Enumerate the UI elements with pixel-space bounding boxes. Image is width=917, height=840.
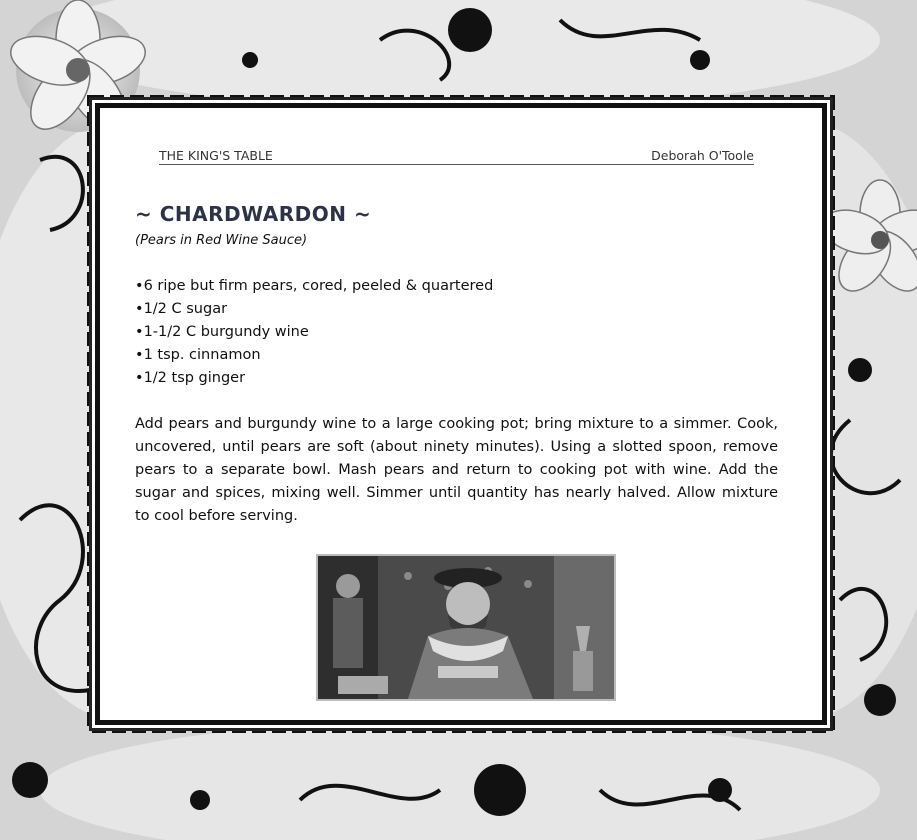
author-name: Deborah O'Toole bbox=[651, 148, 754, 163]
recipe-title: ~ CHARDWARDON ~ bbox=[135, 202, 372, 226]
recipe-instructions: Add pears and burgundy wine to a large cooking pot; bring mixture to a simmer. Cook, uncovered, until pears are soft (about ninety minutes). Using a slotted spoon, remove pears to a separate bowl. Mash pears and return to cooking pot with wine. Add the sugar and spices, mixing well. Simmer until quantity has nearly halved. Allow mixture to cool before serving. bbox=[135, 416, 778, 524]
ingredient-list bbox=[135, 275, 493, 390]
recipe-subtitle: (Pears in Red Wine Sauce) bbox=[135, 233, 308, 248]
ingredient-item: • 6 ripe but firm pears, cored, peeled & quartered bbox=[135, 275, 493, 298]
ingredient-item: • 1/2 tsp ginger bbox=[135, 367, 493, 390]
ingredient-item: • 1/2 C sugar bbox=[135, 298, 493, 321]
ingredient-item: • 1 tsp. cinnamon bbox=[135, 344, 493, 367]
king-feast-photo bbox=[316, 554, 616, 701]
photo-illustration bbox=[318, 556, 614, 699]
ingredient-item: • 1-1/2 C burgundy wine bbox=[135, 321, 493, 344]
page-header bbox=[159, 148, 754, 165]
recipe-page bbox=[100, 108, 822, 720]
book-title: THE KING'S TABLE bbox=[159, 148, 273, 163]
